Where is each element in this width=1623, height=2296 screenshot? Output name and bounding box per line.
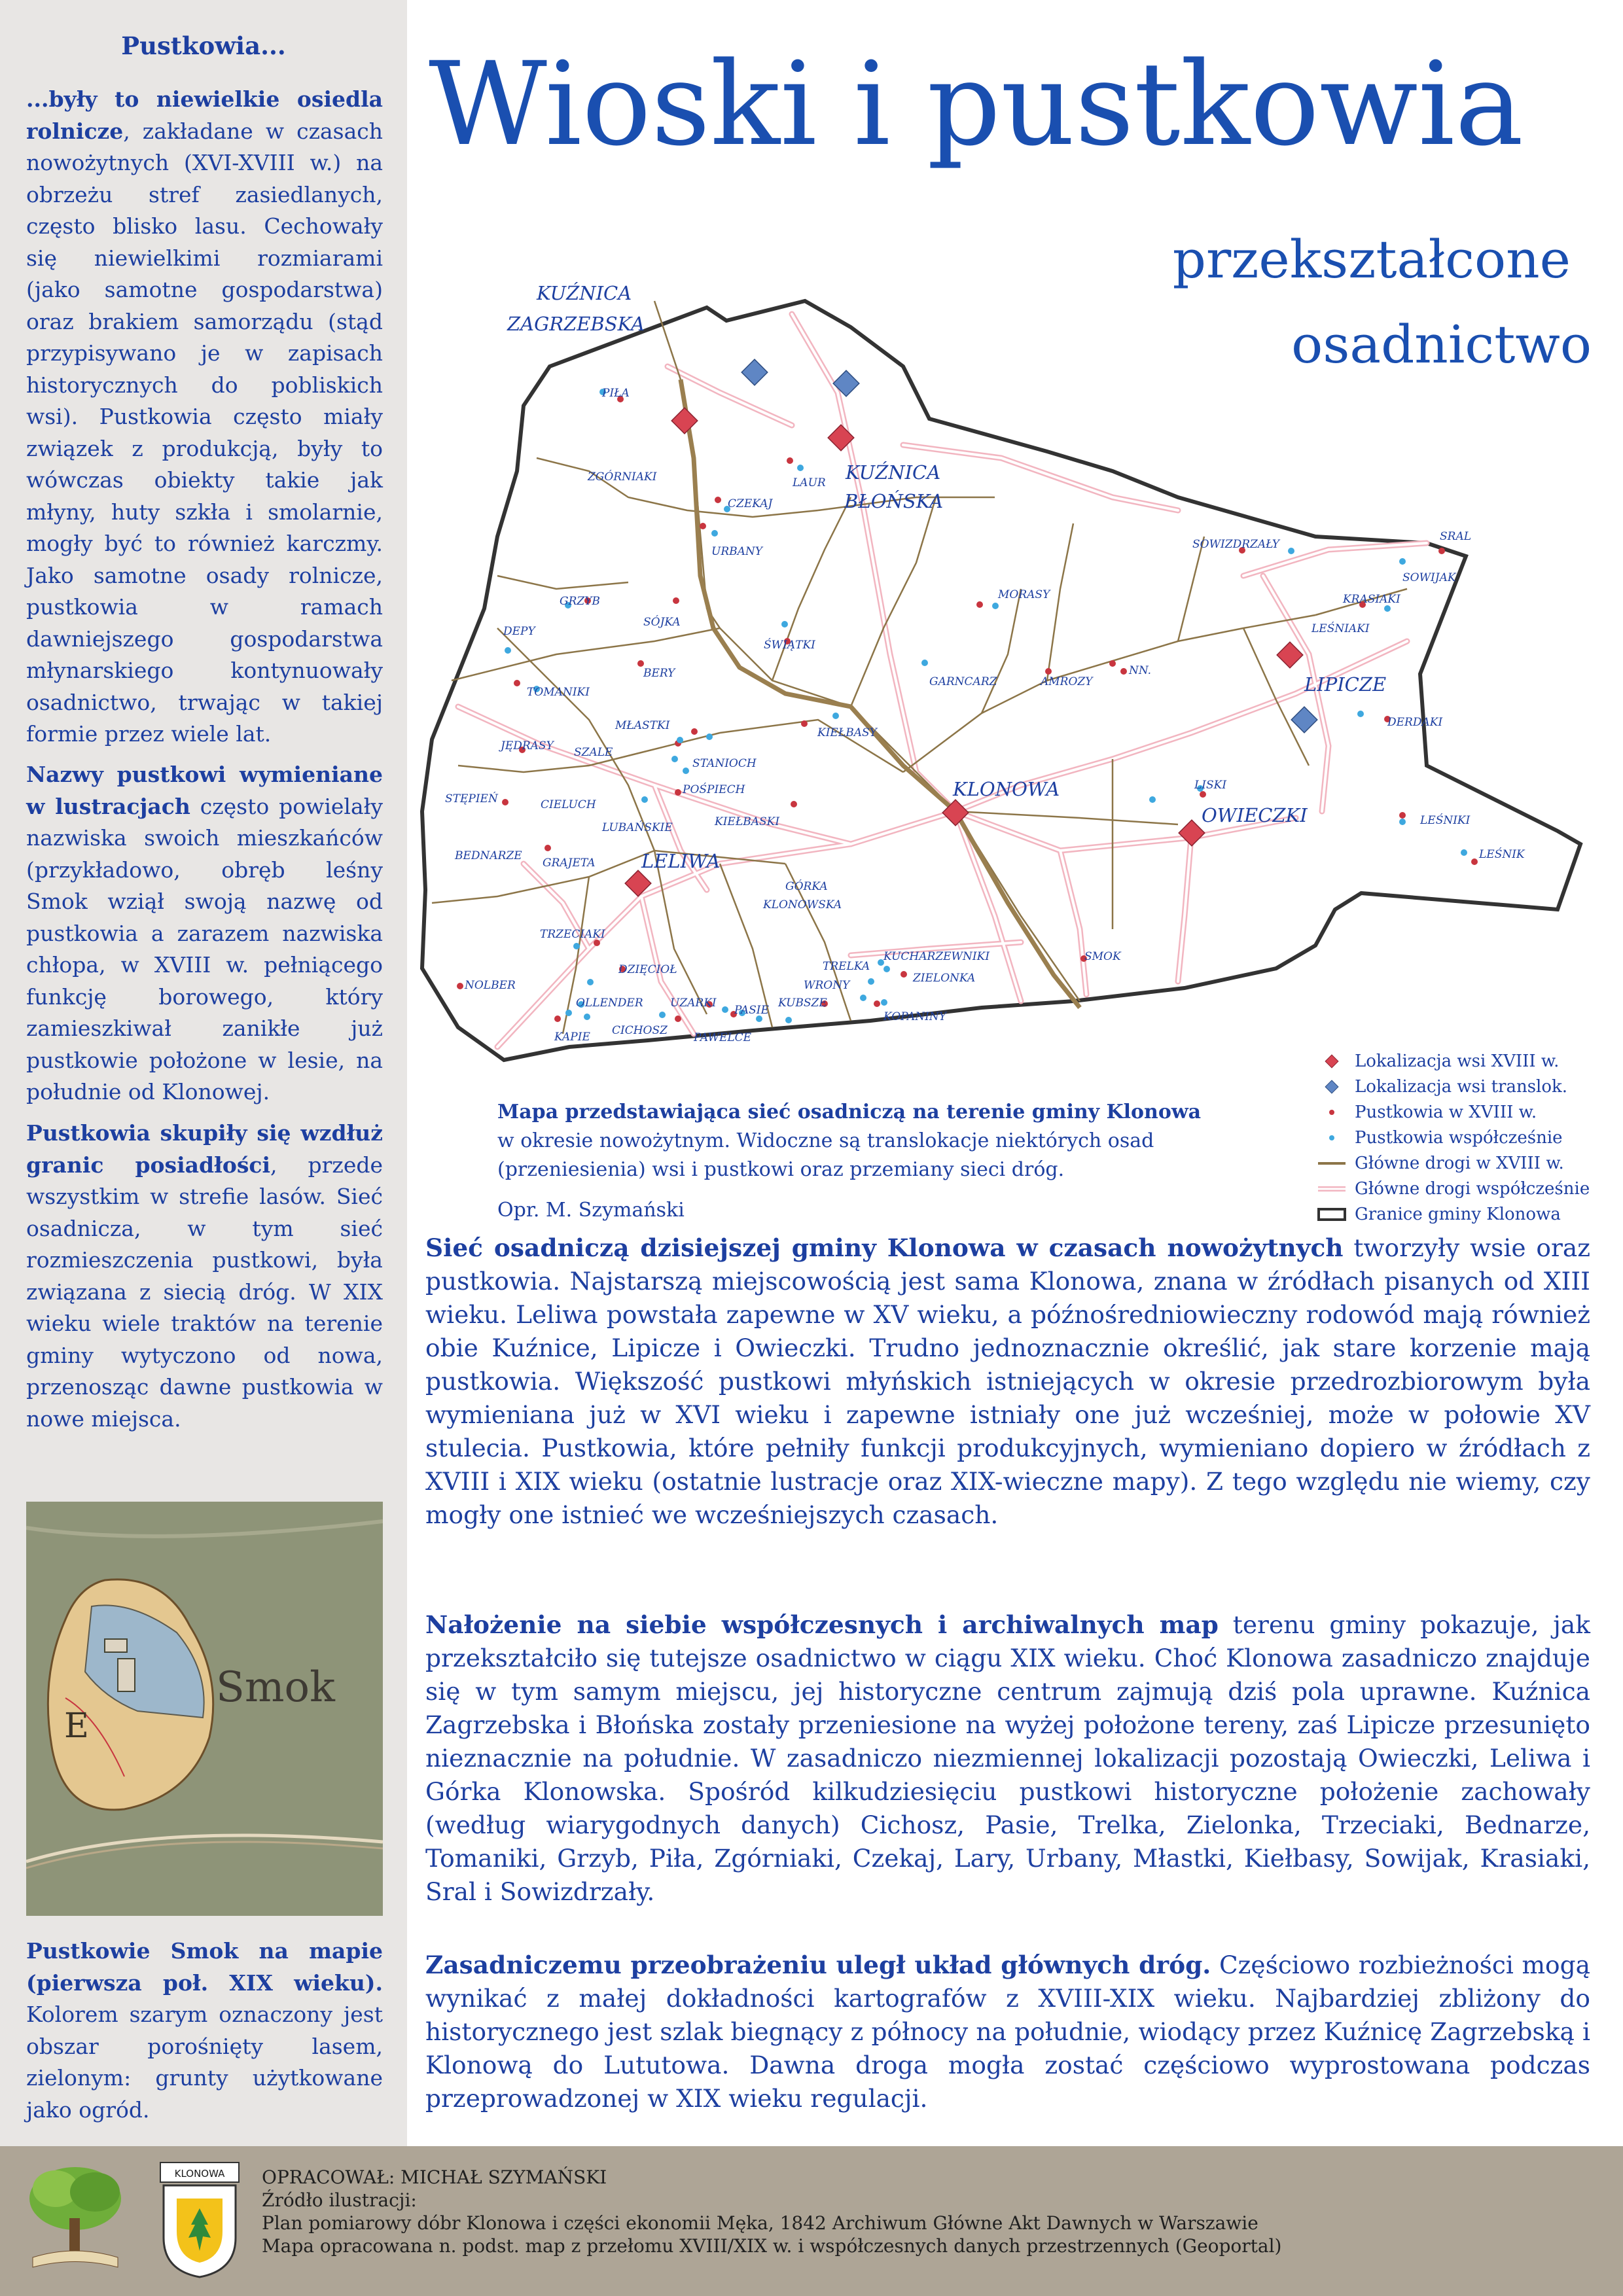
logo-label: KLONOWA [174,2168,225,2180]
map-label-klonowa: KLONOWA [953,778,1060,800]
map-label-smok: SMOK [1084,950,1121,963]
map-label-kuznica-zagrzebska-1: KUŹNICA [537,282,632,304]
sidebar-p2-text: często powielały nazwiska swoich mieszkańców (przykładowo, obręb leśny Smok wziął swoją nazwę od pustkowia a zarazem nazwiska chłopa, w XVIII w. pełniącego funkcję borowego, który zamieszkiwał zanikłe już pustkowie położone w lesie, na południe od Klonowej. [26,793,383,1104]
photo-caption-text: Kolorem szarym oznaczony jest obszar porośnięty lasem, zielonym: grunty użytkowane jako ogród. [26,2002,383,2123]
blue-diamond-icon [1309,1074,1355,1099]
footer-credits [262,2166,1281,2257]
legend-label: Granice gminy Klonowa [1355,1204,1561,1224]
map-label-wrony: WRONY [804,979,850,992]
legend-item [1309,1176,1597,1201]
map-label-grzyb: GRZYB [560,595,600,608]
sidebar-p3-text: , przede wszystkim w strefie lasów. Sieć osadnicza, w tym sieć rozmieszczenia pustkowi, była związana z siecią dróg. W XIX wieku wiele traktów na terenie gminy wytyczono od nowa, przenosząc dawne pustkowia w nowe miejsca. [26,1152,383,1432]
map-label-amrozy: AMROZY [1041,675,1093,688]
photo-caption [26,1935,383,2126]
village-marker-lipicze-new [1291,707,1317,733]
map-label-laur: LAUR [793,476,826,489]
body-p2-bold: Nałożenie na siebie współczesnych i archiwalnych map [425,1610,1219,1639]
body-paragraph-3 [425,1949,1590,2115]
map-label-uzarki: UZARKI [670,997,717,1010]
legend-item [1309,1201,1597,1227]
footer-source-label: Źródło ilustracji: [262,2189,417,2211]
map-caption-text: w okresie nowożytnym. Widoczne są translokacje niektórych osad (przeniesienia) wsi i pustkowi oraz przemiany sieci dróg. [497,1129,1154,1181]
map-label-owieczki: OWIECZKI [1202,804,1308,826]
map-caption-bold: Mapa przedstawiająca sieć osadniczą na terenie gminy Klonowa [497,1101,1202,1123]
legend-item [1309,1074,1597,1099]
page-subtitle-line2: osadnictwo [1291,314,1592,375]
body-p1-text: tworzyły wsie oraz pustkowia. Najstarszą miejscowością jest sama Klonowa, znana w źródłach pisanych od XIII wieku. Leliwa powstała zapewne w XV wieku, a późnośredniowieczny rodowód mają również obie Kuźnice, Lipicze i Owieczki. Trudno jednoznacznie określić, jak stare korzenie mają pustkowia. Większość pustkowi młyńskich istniejących w okresie przedrozbiorowym była wymieniana już w XVI wieku i zapewne istniały one już wcześniej, może w połowie XV stulecia. Pustkowia, które pełniły funkcji produkcyjnych, wymieniano dopiero w źródłach z XVIII i XIX wieku (ostatnie lustracje oraz XIX-wieczne mapy). Z tego względu nie wiemy, czy mogły one istnieć we wcześniejszych czasach. [425,1233,1590,1529]
body-p1-bold: Sieć osadniczą dzisiejszej gminy Klonowa w czasach nowożytnych [425,1233,1344,1262]
sidebar-p1-bold: ...były to niewielkie osiedla rolnicze [26,86,383,144]
blue-dot-icon [1309,1125,1355,1150]
map-label-mlastki: MŁASTKI [615,719,670,732]
map-label-leliwa: LELIWA [641,850,721,872]
map-label-grajeta: GRAJETA [543,857,596,870]
map-label-kuznica-blonska-2: BŁOŃSKA [844,490,944,512]
map-label-stepien: STĘPIEŃ [445,792,498,805]
sidebar-paragraph-2 [26,759,383,1108]
page-subtitle-line1: przekształcone [1172,229,1571,290]
map-label-cichosz: CICHOSZ [612,1024,668,1037]
legend-item [1309,1099,1597,1125]
map-label-tomaniki: TOMANIKI [527,686,590,699]
map-author: Opr. M. Szymański [497,1199,685,1222]
map-label-kuznica-zagrzebska-2: ZAGRZEBSKA [507,313,645,335]
map-label-pospiech: POŚPIECH [683,783,745,796]
map-label-pawelce: PAWELCE [694,1031,752,1044]
map-label-dzieciol: DZIĘCIOŁ [618,963,677,976]
village-marker-owieczki [1179,820,1205,846]
map-label-gorka-1: GÓRKA [785,880,828,893]
body-paragraph-1 [425,1231,1590,1532]
map-label-cieluch: CIELUCH [541,798,596,811]
map-label-pasie: PASIE [734,1004,769,1017]
legend-item [1309,1150,1597,1176]
map-label-morasy: MORASY [998,588,1050,601]
legend-label: Pustkowia w XVIII w. [1355,1102,1537,1122]
boundary-icon [1309,1201,1355,1227]
map-label-nolber: NOLBER [465,979,516,992]
red-dot-icon [1309,1099,1355,1125]
map-label-stanioch: STANIOCH [692,757,757,770]
map-label-bednarze: BEDNARZE [455,849,522,862]
village-marker-kuznica-zagrzebska-old [671,408,698,434]
map-label-zgorniaki: ZGÓRNIAKI [588,470,657,484]
map-label-garncarz: GARNCARZ [929,675,997,688]
map-label-kucharzewniki: KUCHARZEWNIKI [883,950,990,963]
map-label-kapie: KAPIE [554,1031,590,1044]
map-label-kielbaski: KIEŁBASKI [715,815,780,828]
map-label-sral: SRAL [1440,530,1472,543]
map-label-derdaki: DERDAKI [1387,716,1443,729]
map-label-sojka: SÓJKA [643,616,681,629]
map-label-sowijak: SOWIJAK [1402,571,1456,584]
page-title: Wioski i pustkowia [429,37,1524,171]
map-label-krasiaki: KRASIAKI [1343,593,1400,606]
sidebar-paragraph-1 [26,84,383,751]
legend-label: Główne drogi w XVIII w. [1355,1153,1564,1173]
legend-item [1309,1048,1597,1074]
map-label-urbany: URBANY [711,545,762,558]
klonowa-coat-of-arms-icon [157,2159,242,2280]
sidebar-paragraph-3 [26,1118,383,1435]
footer-author: OPRACOWAŁ: MICHAŁ SZYMAŃSKI [262,2166,607,2188]
map-label-swiatki: ŚWIĄTKI [764,639,815,652]
sidebar-p2-bold: Nazwy pustkowi wymieniane w lustracjach [26,762,383,819]
map-label-nn: NN. [1129,664,1152,677]
red-diamond-icon [1309,1048,1355,1074]
map-label-kielbasy: KIEŁBASY [817,726,877,739]
map-label-ollender: OLLENDER [576,997,643,1010]
map-label-trelka: TRELKA [823,960,870,973]
map-label-pila: PIŁA [602,387,630,400]
smok-photo-label: Smok [216,1663,335,1712]
village-marker-lipicze-old [1277,642,1303,668]
legend-label: Lokalizacja wsi XVIII w. [1355,1051,1560,1071]
map-label-sowizdrzaly: SOWIZDRZAŁY [1192,538,1279,551]
map-label-kubsze: KUBSZE [778,997,827,1010]
map-label-lesnik: LEŚNIK [1479,848,1525,861]
map-legend [1309,1048,1597,1227]
body-p2-text: terenu gminy pokazuje, jak przekształciło się tutejsze osadnictwo w ciągu XIX wieku. Choć Klonowa zasadniczo znajduje się w tym samym miejscu, jej historyczne centrum zajmują dziś pola uprawne. Kuźnica Zagrzebska i Błońska zostały przeniesione na wyżej położone tereny, zaś Lipicze przesunięto nieznacznie na południe. W zasadniczo niezmiennej lokalizacji pozostają Owieczki, Leliwa i Górka Klonowska. Spośród kilkudziesięciu pustkowi historyczne położenie zachowały (według wiarygodnych danych) Cichosz, Pasie, Trelka, Zielonka, Trzeciaki, Bednarze, Tomaniki, Grzyb, Piła, Zgórniaki, Czekaj, Lary, Urbany, Młastki, Kiełbasy, Sowijak, Krasiaki, Sral i Sowizdrzały. [425,1610,1590,1906]
old-roads [432,301,1407,1034]
footer-source-2: Mapa opracowana n. podst. map z przełomu XVIII/XIX w. i współczesnych danych przestrzennych (Geoportal) [262,2235,1282,2257]
photo-caption-bold: Pustkowie Smok na mapie (pierwsza poł. XIX wieku). [26,1938,383,1996]
map-label-liski: LISKI [1194,779,1227,792]
sidebar [0,0,407,2146]
body-p3-text: Częściowo rozbieżności mogą wynikać z małej dokładności kartografów z XVIII-XIX wieku. Najbardziej zbliżony do historycznego jest szlak biegnący z północy na południe, wiodący przez Kuźnicę Zagrzebską i Klonową do Lututowa. Dawna droga mogła zostać częściowo wyprostowana podczas przeprowadzonej w XIX wieku regulacji. [425,1951,1590,2113]
sidebar-title: Pustkowia... [121,31,286,60]
library-tree-logo [20,2159,131,2277]
svg-text:E: E [64,1706,89,1746]
old-road-icon [1309,1150,1355,1176]
legend-label: Główne drogi współcześnie [1355,1178,1590,1199]
settlement-network-map [412,262,1603,1106]
map-label-lesniki: LEŚNIKI [1420,814,1471,827]
map-label-lubanskie: LUBAŃSKIE [602,821,673,834]
legend-item [1309,1125,1597,1150]
map-label-lipicze: LIPICZE [1304,673,1387,696]
map-label-lesniaki: LEŚNIAKI [1311,622,1370,635]
map-label-bery: BERY [643,667,675,680]
body-paragraph-2 [425,1608,1590,1909]
map-label-zielonka: ZIELONKA [913,972,976,985]
map-label-kuznica-blonska-1: KUŹNICA [846,461,941,484]
legend-label: Pustkowia współcześnie [1355,1127,1563,1148]
smok-historic-map-photo [26,1502,383,1916]
map-caption [497,1098,1283,1184]
footer-source-1: Plan pomiarowy dóbr Klonowa i części ekonomii Męka, 1842 Archiwum Główne Akt Dawnych w Warszawie [262,2212,1258,2234]
map-label-szale: SZALE [574,746,613,759]
map-label-jedrasy: JĘDRASY [501,739,554,752]
sidebar-p3-bold: Pustkowia skupiły się wzdłuż granic posiadłości [26,1120,383,1178]
map-label-trzeciaki: TRZECIAKI [540,928,605,941]
map-label-czekaj: CZEKAJ [728,497,773,510]
body-p3-bold: Zasadniczemu przeobrażeniu uległ układ głównych dróg. [425,1951,1211,1979]
map-label-depy: DEPY [503,625,535,638]
village-marker-kuznica-zagrzebska-new [741,359,768,385]
sidebar-p1-text: , zakładane w czasach nowożytnych (XVI-XVIII w.) na obrzeżu stref zasiedlanych, często blisko lasu. Cechowały się niewielkimi rozmiarami (jako samotne gospodarstwa) oraz brakiem samorządu (stąd przypisywano je w zapisach historycznych do pobliskich wsi). Pustkowia często miały związek z produkcją, były to wówczas obiekty takie jak młyny, huty szkła i smolarnie, mogły być to również karczmy. Jako samotne osady rolnicze, pustkowia w ramach dawniejszego gospodarstwa młynarskiego kontynuowały osadnictwo, trwając w takiej formie przez wiele lat. [26,118,383,747]
legend-label: Lokalizacja wsi translok. [1355,1076,1568,1097]
new-road-icon [1309,1176,1355,1201]
smok-map-illustration [26,1502,383,1916]
map-label-gorka-2: KLONOWSKA [763,898,842,911]
map-label-kopaniny: KOPANINY [883,1010,947,1023]
